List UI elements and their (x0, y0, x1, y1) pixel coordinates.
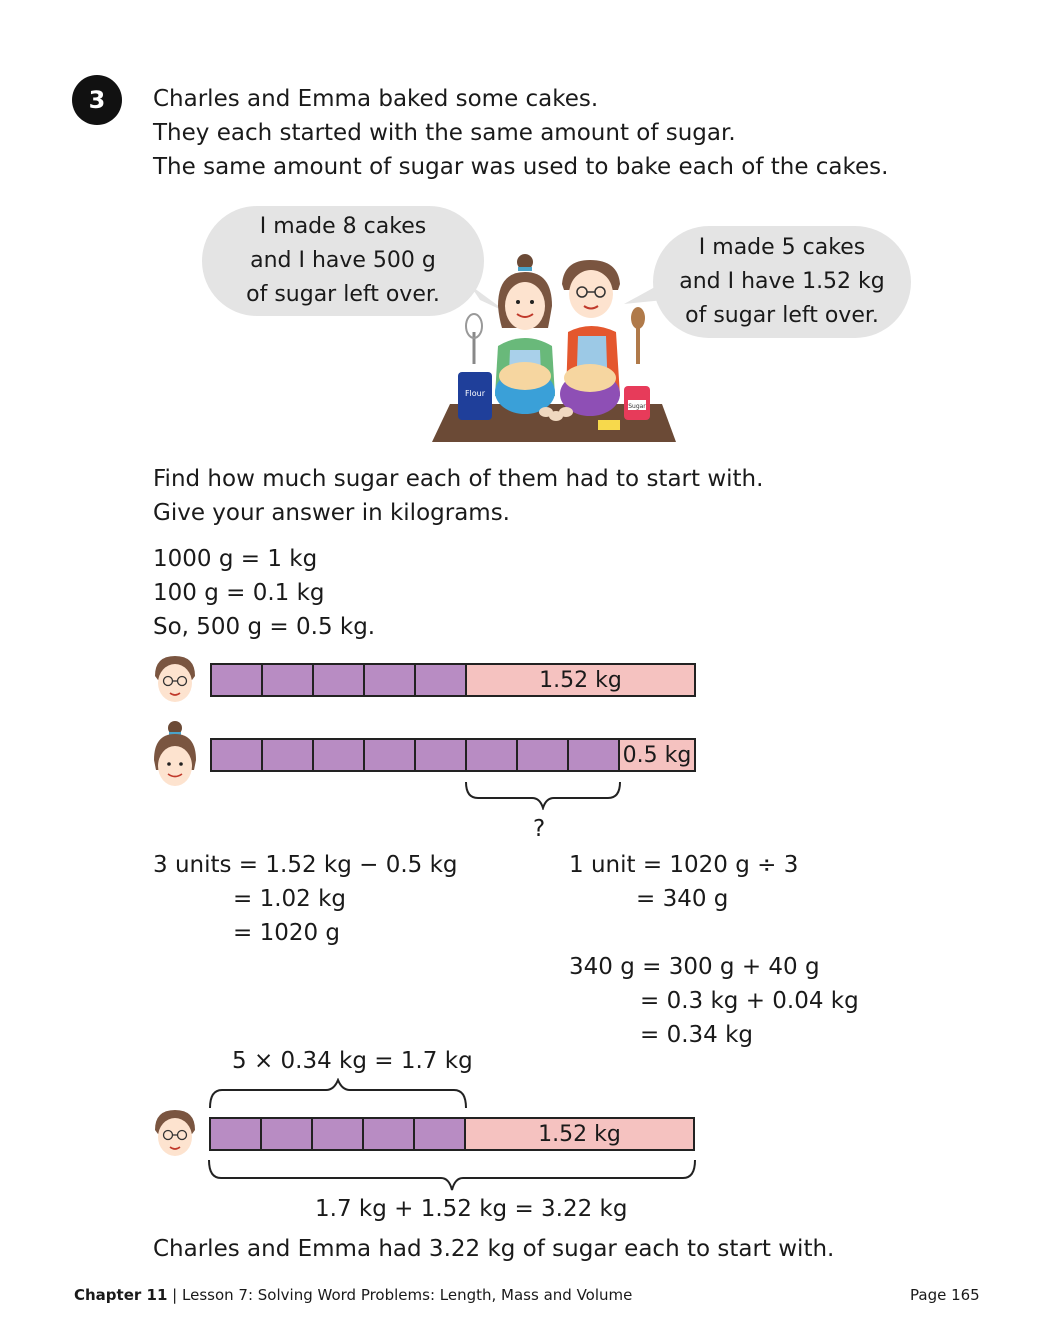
footer-chapter: Chapter 11 (74, 1286, 168, 1304)
working-left-line-1: 3 units = 1.52 kg − 0.5 kg (153, 852, 458, 878)
final-charles-bar-model (209, 1117, 695, 1151)
emma-bubble-line-3: of sugar left over. (246, 282, 440, 307)
bar-unit (212, 665, 263, 695)
emma-face-icon (152, 720, 198, 792)
charles-face-icon (152, 654, 198, 706)
final-remainder-segment: 1.52 kg (466, 1119, 693, 1149)
working-right-a-line-2: = 340 g (636, 886, 729, 912)
working-left-line-2: = 1.02 kg (233, 886, 347, 912)
bar-unit (314, 740, 365, 770)
footer-left (74, 1286, 632, 1304)
bar-unit (365, 740, 416, 770)
question-number-badge: 3 (72, 75, 122, 125)
bar-unit (263, 665, 314, 695)
flour-label: Flour (464, 389, 486, 398)
charles-face-icon-final (152, 1108, 198, 1160)
conversion-line-1: 1000 g = 1 kg (153, 546, 318, 572)
emma-bubble-line-1: I made 8 cakes (259, 214, 427, 239)
footer-separator: | (172, 1286, 178, 1304)
bar-unit (467, 740, 518, 770)
answer-sentence: Charles and Emma had 3.22 kg of sugar each to start with. (153, 1236, 835, 1262)
bar-unit (212, 740, 263, 770)
charles-bar-model (210, 663, 696, 697)
bar-unit (365, 665, 416, 695)
emma-remainder-segment: 0.5 kg (620, 740, 694, 770)
final-bottom-label: 1.7 kg + 1.52 kg = 3.22 kg (315, 1196, 628, 1222)
conversion-line-2: 100 g = 0.1 kg (153, 580, 325, 606)
charles-remainder-segment: 1.52 kg (467, 665, 694, 695)
question-line-3: The same amount of sugar was used to bake each of the cakes. (153, 154, 889, 180)
butter-icon (598, 420, 620, 430)
unknown-question-mark: ? (533, 816, 546, 842)
question-line-1: Charles and Emma baked some cakes. (153, 86, 599, 112)
final-bottom-brace (207, 1158, 697, 1192)
charles-bubble-line-3: of sugar left over. (685, 303, 879, 328)
question-line-2: They each started with the same amount of sugar. (153, 120, 736, 146)
emma-bubble-line-2: and I have 500 g (250, 248, 436, 273)
charles-bubble-line-2: and I have 1.52 kg (679, 269, 885, 294)
bar-unit (263, 740, 314, 770)
final-top-label: 5 × 0.34 kg = 1.7 kg (232, 1048, 473, 1074)
working-right-a-line-1: 1 unit = 1020 g ÷ 3 (569, 852, 799, 878)
working-right-b-line-3: = 0.34 kg (640, 1022, 754, 1048)
bar-unit (416, 665, 467, 695)
bar-unit (569, 740, 620, 770)
conversion-line-3: So, 500 g = 0.5 kg. (153, 614, 376, 640)
bar-unit (313, 1119, 364, 1149)
emma-extra-units-brace (464, 780, 622, 810)
working-left-line-3: = 1020 g (233, 920, 341, 946)
working-right-b-line-1: 340 g = 300 g + 40 g (569, 954, 820, 980)
charles-bubble-line-1: I made 5 cakes (698, 235, 866, 260)
emma-bar-model (210, 738, 696, 772)
sugar-label: Sugar (628, 403, 646, 410)
charles-speech-bubble (653, 226, 911, 338)
footer-page-number: Page 165 (910, 1286, 980, 1304)
working-right-b-line-2: = 0.3 kg + 0.04 kg (640, 988, 859, 1014)
bar-unit (211, 1119, 262, 1149)
bar-unit (262, 1119, 313, 1149)
bakers-illustration (430, 246, 680, 446)
final-top-brace (208, 1078, 468, 1110)
task-line-2: Give your answer in kilograms. (153, 500, 510, 526)
bar-unit (415, 1119, 466, 1149)
footer-lesson: Lesson 7: Solving Word Problems: Length, Mass and Volume (182, 1286, 633, 1304)
bar-unit (416, 740, 467, 770)
bar-unit (518, 740, 569, 770)
bar-unit (364, 1119, 415, 1149)
bar-unit (314, 665, 365, 695)
task-line-1: Find how much sugar each of them had to start with. (153, 466, 764, 492)
